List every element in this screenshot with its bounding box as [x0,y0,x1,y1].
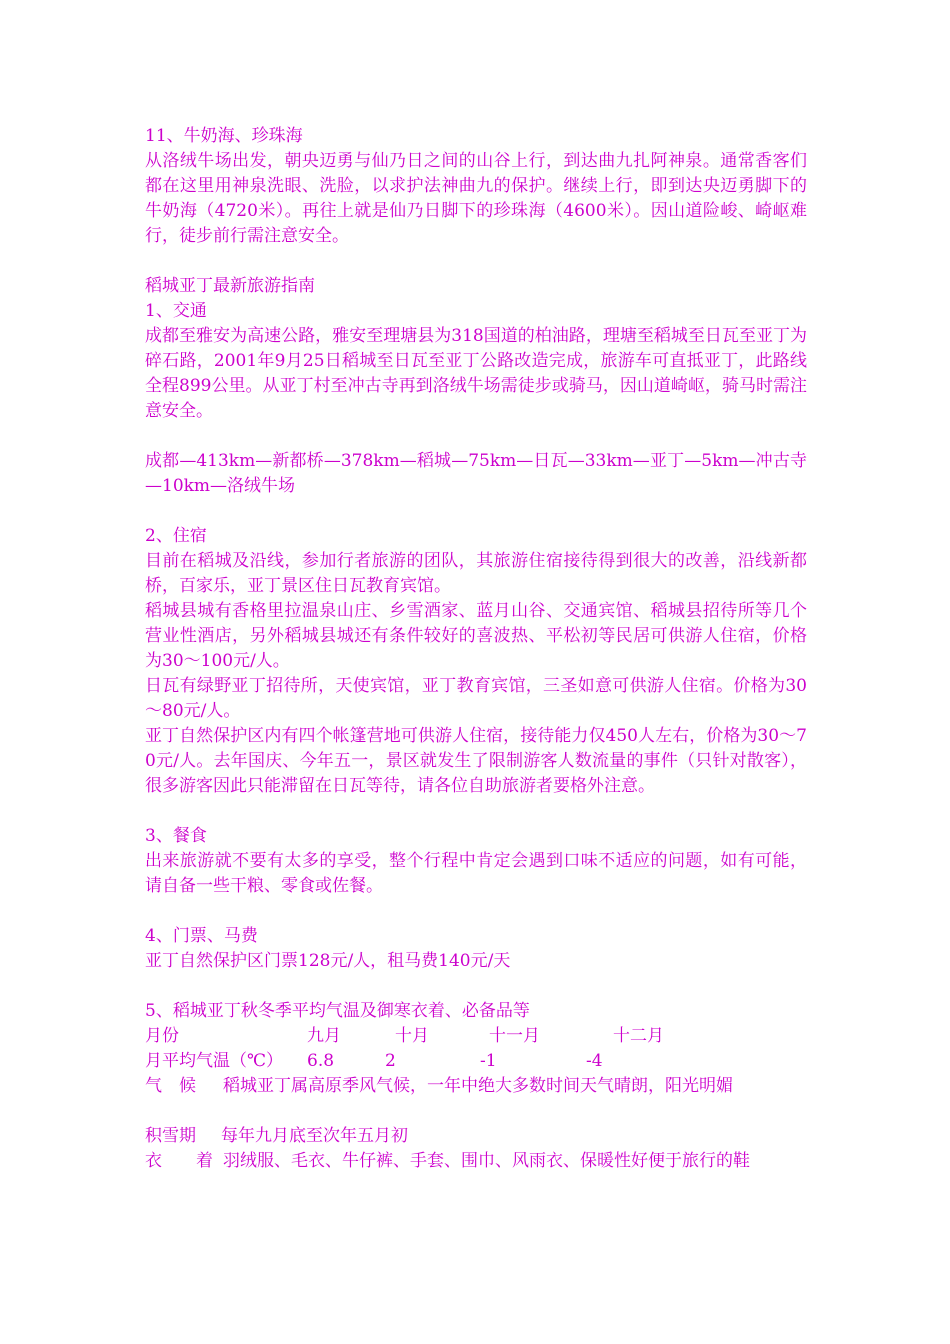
temperature-row [145,1049,807,1074]
temperature-cell: 2 [385,1051,396,1071]
transport-route: 成都—413km—新都桥—378km—稻城—75km—日瓦—33km—亚丁—5km—冲古寺—10km—洛绒牛场 [145,451,807,496]
clothing-row [145,1149,807,1174]
spacer [145,799,807,824]
snow-label: 积雪期 [145,1126,196,1146]
snow-text: 每年九月底至次年五月初 [221,1126,408,1146]
food-heading: 3、餐食 [145,826,207,846]
lodging-paragraph-2: 稻城县城有香格里拉温泉山庄、乡雪酒家、蓝月山谷、交通宾馆、稻城县招待所等几个营业性酒店，另外稻城县城还有条件较好的喜波热、平松初等民居可供游人住宿，价格为30～100元/人。 [145,601,807,671]
temperature-cell: 6.8 [307,1051,335,1071]
month-label: 月份 [145,1026,179,1046]
temperature-cell: -4 [586,1051,603,1071]
section-11-body: 从洛绒牛场出发，朝央迈勇与仙乃日之间的山谷上行，到达曲九扎阿神泉。通常香客们都在这里用神泉洗眼、洗脸，以求护法神曲九的保护。继续上行，即到达央迈勇脚下的牛奶海（4720米）。再往上就是仙乃日脚下的珍珠海（4600米）。因山道险峻、崎岖难行，徒步前行需注意安全。 [145,151,807,246]
clothing-text: 羽绒服、毛衣、牛仔裤、手套、围巾、风雨衣、保暖性好便于旅行的鞋 [223,1151,750,1171]
spacer [145,974,807,999]
transport-body: 成都至雅安为高速公路，雅安至理塘县为318国道的柏油路，理塘至稻城至日瓦至亚丁为碎石路，2001年9月25日稻城至日瓦至亚丁公路改造完成，旅游车可直抵亚丁，此路线全程899公里。从亚丁村至冲古寺再到洛绒牛场需徒步或骑马，因山道崎岖，骑马时需注意安全。 [145,326,807,421]
temperature-cell: -1 [480,1051,497,1071]
lodging-heading: 2、住宿 [145,526,207,546]
climate-label: 气 候 [145,1076,196,1096]
lodging-paragraph-3: 日瓦有绿野亚丁招待所，天使宾馆，亚丁教育宾馆，三圣如意可供游人住宿。价格为30～80元/人。 [145,676,807,721]
spacer [145,249,807,274]
spacer [145,899,807,924]
spacer [145,1099,807,1124]
lodging-paragraph-4: 亚丁自然保护区内有四个帐篷营地可供游人住宿，接待能力仅450人左右，价格为30～70元/人。去年国庆、今年五一，景区就发生了限制游客人数流量的事件（只针对散客），很多游客因此只能滞留在日瓦等待，请各位自助旅游者要格外注意。 [145,726,807,796]
month-cell: 十二月 [613,1026,664,1046]
month-row [145,1024,807,1049]
snow-row [145,1124,807,1149]
temperature-label: 月平均气温（℃） [145,1051,284,1071]
spacer [145,424,807,449]
guide-title: 稻城亚丁最新旅游指南 [145,276,315,296]
food-body: 出来旅游就不要有太多的享受，整个行程中肯定会遇到口味不适应的问题，如有可能，请自备一些干粮、零食或佐餐。 [145,851,807,896]
climate-text: 稻城亚丁属高原季风气候，一年中绝大多数时间天气晴朗，阳光明媚 [223,1076,733,1096]
climate-row [145,1074,807,1099]
spacer [145,499,807,524]
month-cell: 九月 [307,1026,341,1046]
month-cell: 十一月 [489,1026,540,1046]
document-page [145,124,807,1174]
tickets-body: 亚丁自然保护区门票128元/人，租马费140元/天 [145,951,511,971]
month-cell: 十月 [395,1026,429,1046]
weather-heading: 5、稻城亚丁秋冬季平均气温及御寒衣着、必备品等 [145,1001,530,1021]
clothing-label: 衣 着 [145,1151,213,1171]
transport-heading: 1、交通 [145,301,207,321]
lodging-paragraph-1: 目前在稻城及沿线，参加行者旅游的团队，其旅游住宿接待得到很大的改善，沿线新都桥，百家乐，亚丁景区住日瓦教育宾馆。 [145,551,807,596]
section-11-heading: 11、牛奶海、珍珠海 [145,126,303,146]
tickets-heading: 4、门票、马费 [145,926,258,946]
